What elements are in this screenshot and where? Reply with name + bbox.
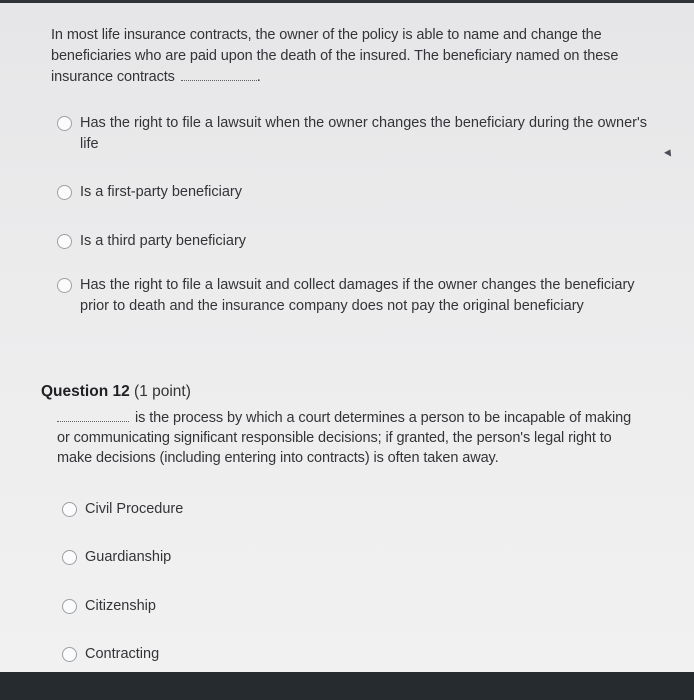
top-border [0, 0, 694, 3]
question-11-option-2[interactable] [57, 182, 647, 203]
radio-button[interactable] [57, 234, 72, 249]
option-label: Has the right to file a lawsuit when the owner changes the beneficiary during the owner's life [80, 115, 647, 152]
question-11-option-3[interactable] [57, 231, 647, 252]
option-label: Citizenship [85, 598, 156, 614]
option-label: Has the right to file a lawsuit and collect damages if the owner changes the beneficiary prior to death and the insurance company does not pay the original beneficiary [80, 277, 635, 314]
bottom-bar [0, 672, 694, 700]
radio-button[interactable] [62, 502, 77, 517]
question-11-option-1[interactable] [57, 113, 647, 155]
option-label: Is a third party beneficiary [80, 233, 247, 249]
radio-button[interactable] [62, 550, 77, 565]
question-12-prompt-text: is the process by which a court determines a person to be incapable of making or communicating significant responsible decisions; if granted, the person's legal right to make decisions (including entering into contracts) is often taken away. [57, 410, 632, 466]
question-12-title: Question 12 [41, 383, 130, 400]
option-label: Guardianship [85, 549, 172, 565]
question-12-header [41, 381, 191, 403]
question-12-option-4[interactable] [62, 644, 652, 665]
radio-button[interactable] [62, 647, 77, 662]
question-12-option-3[interactable] [62, 596, 652, 617]
option-label: Contracting [85, 646, 160, 662]
question-11-prompt-text: In most life insurance contracts, the owner of the policy is able to name and change the beneficiaries who are paid upon the death of the insured. The beneficiary named on these insurance contracts [51, 27, 619, 85]
radio-button[interactable] [62, 599, 77, 614]
question-11-prompt-suffix: . [256, 69, 261, 85]
option-label: Civil Procedure [85, 501, 184, 517]
question-12-option-2[interactable] [62, 547, 652, 568]
question-12-points: (1 point) [134, 383, 191, 400]
option-label: Is a first-party beneficiary [80, 184, 242, 200]
question-12-option-1[interactable] [62, 499, 652, 520]
question-11-prompt [51, 25, 661, 88]
answer-blank [57, 409, 129, 422]
answer-blank [181, 68, 257, 81]
question-12-prompt [57, 408, 647, 468]
radio-button[interactable] [57, 116, 72, 131]
pointer-icon [664, 147, 674, 156]
radio-button[interactable] [57, 278, 72, 293]
radio-button[interactable] [57, 185, 72, 200]
question-11-option-4[interactable] [57, 275, 647, 317]
